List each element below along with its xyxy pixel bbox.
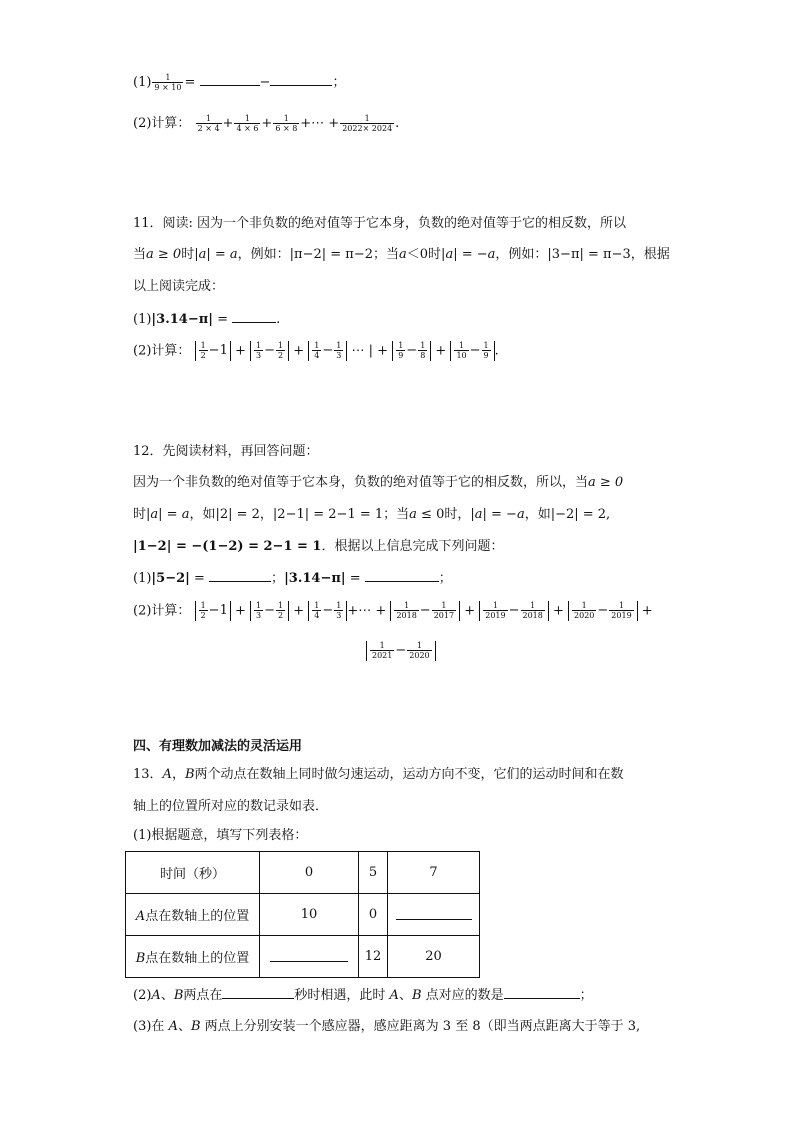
period: . <box>494 343 499 359</box>
math: B <box>173 988 184 1003</box>
abs-expr: $\frac{1}{2020}$ − $\frac{1}{2019}$ <box>568 601 638 621</box>
fraction <box>407 641 431 660</box>
fraction <box>312 601 321 620</box>
abs-expr: $\frac{1}{4}$ − $\frac{1}{3}$ <box>308 601 347 621</box>
text: ＜0时| <box>406 247 446 262</box>
abs-expr: $\frac{1}{10}$ − $\frac{1}{9}$ <box>450 341 494 361</box>
q12-line2 <box>133 473 623 493</box>
math: a <box>229 247 238 262</box>
text: 两点在 <box>183 988 223 1003</box>
text: 点在数轴上的位置 <box>145 909 250 924</box>
q11-part1 <box>133 309 280 330</box>
denominator: 2 <box>200 351 206 360</box>
period: . <box>276 312 281 327</box>
fraction <box>454 341 468 360</box>
denominator: 2020 <box>574 611 595 620</box>
plus-sign: + <box>222 116 234 131</box>
text: ≤ 0时，| <box>416 507 475 522</box>
answer-blank[interactable] <box>396 906 472 920</box>
q10-part1 <box>133 72 345 93</box>
ellipsis: +⋯ + <box>300 116 340 131</box>
math: a <box>487 247 496 262</box>
denominator: 4 × 6 <box>236 124 259 133</box>
numerator: 1 <box>278 601 284 610</box>
table-cell: 0 <box>359 894 388 936</box>
number: 1 <box>219 343 228 358</box>
denominator: 3 <box>336 611 342 620</box>
math: a <box>198 247 207 262</box>
abs-expr: $\frac{1}{3}$ − $\frac{1}{2}$ <box>250 601 289 621</box>
math: A <box>135 909 146 924</box>
plus-sign: + <box>641 603 653 619</box>
numerator: 1 <box>200 601 206 610</box>
table-header-cell: 时间（秒） <box>126 852 260 894</box>
math: B <box>184 767 195 782</box>
q10-p2-label: (2)计算： <box>133 116 191 131</box>
fraction <box>334 341 343 360</box>
numerator: 1 <box>336 601 342 610</box>
numerator: 1 <box>416 641 422 650</box>
q11-line2 <box>133 245 670 265</box>
fraction <box>396 341 405 360</box>
text: 13． <box>133 767 163 782</box>
q12-line4 <box>133 537 504 557</box>
numerator: 1 <box>256 341 262 350</box>
fraction <box>394 601 418 620</box>
text: 因为一个非负数的绝对值等于它本身，负数的绝对值等于它的相反数，所以，当 <box>133 475 589 490</box>
denominator: 2 <box>200 611 206 620</box>
answer-blank[interactable] <box>270 948 348 962</box>
answer-blank[interactable] <box>200 72 260 86</box>
text: (2)计算： <box>133 343 191 359</box>
numerator: 1 <box>165 73 171 82</box>
table-row <box>126 936 480 978</box>
numerator: 1 <box>581 601 587 610</box>
semicolon: ； <box>332 75 346 90</box>
q10-p1-label: (1) <box>133 75 152 90</box>
text: (1) <box>133 571 152 586</box>
denominator: 2017 <box>433 611 455 620</box>
table-header-cell: 5 <box>359 852 388 894</box>
text: 秒时相遇，此时 <box>294 988 390 1003</box>
fraction <box>609 601 633 620</box>
math: |1−2| = −(1−2) = 2−1 = 1 <box>133 539 322 554</box>
abs-expr: $\frac{1}{3}$ − $\frac{1}{2}$ <box>250 341 289 361</box>
numerator: 1 <box>336 341 342 350</box>
text: | = <box>206 247 230 262</box>
answer-blank[interactable] <box>222 985 294 999</box>
fraction <box>276 341 285 360</box>
table-header-cell: 0 <box>260 852 359 894</box>
q12-part2: (2)计算： $\frac{1}{2}$ −1 + $\frac{1}{3}$ − $\frac{1}{2}$ + $\frac{1}{4}$ − $\frac{1}{3}$ +⋯ + $\frac{1}{2018}$ − $\frac{1}{2017}$ + $\frac{1}{2019}$ − $\frac{1}{2018}$ + $\frac{1}{2020}$ − $\frac{1}{2019}$ + <box>133 601 653 620</box>
q13-line2: 轴上的位置所对应的数记录如表． <box>133 799 329 814</box>
denominator: 8 <box>420 351 426 360</box>
q13-line1 <box>133 765 624 785</box>
denominator: 2022× 2024 <box>342 124 393 133</box>
denominator: 2 <box>278 351 284 360</box>
denominator: 2020 <box>409 651 430 660</box>
math: a <box>181 507 190 522</box>
table-cell: 20 <box>388 936 480 978</box>
semicolon: ； <box>579 988 593 1003</box>
data-table <box>125 851 480 978</box>
denominator: 6 × 8 <box>275 124 298 133</box>
fraction <box>340 114 394 133</box>
fraction <box>418 341 427 360</box>
numerator: 1 <box>379 641 385 650</box>
answer-blank[interactable] <box>504 985 580 999</box>
ellipsis: +⋯ + <box>347 603 387 619</box>
numerator: 1 <box>256 601 262 610</box>
text: 点在数轴上的位置 <box>145 951 250 966</box>
numerator: 1 <box>618 601 625 610</box>
numerator: 1 <box>314 601 320 610</box>
fraction <box>196 114 222 133</box>
denominator: 4 <box>314 351 320 360</box>
denominator: 2 × 4 <box>197 124 220 133</box>
numerator: 1 <box>244 114 250 123</box>
denominator: 2018 <box>522 611 543 620</box>
text: (2) <box>133 988 152 1003</box>
abs-expr: $\frac{1}{4}$ − $\frac{1}{3}$ <box>308 341 347 361</box>
abs-expr: $\frac{1}{2018}$ − $\frac{1}{2017}$ <box>390 601 460 621</box>
math: A <box>389 988 399 1003</box>
text: 、 <box>160 988 174 1003</box>
numerator: 1 <box>278 341 284 350</box>
denominator: 2018 <box>396 611 417 620</box>
text: | = <box>158 507 182 522</box>
fraction <box>432 601 456 620</box>
denominator: 9 <box>398 351 404 360</box>
fraction <box>254 341 263 360</box>
fraction <box>482 341 491 360</box>
math: A <box>151 988 161 1003</box>
math: a <box>516 507 525 522</box>
q12-part1 <box>133 568 452 589</box>
answer-blank[interactable] <box>232 309 276 323</box>
table-cell <box>388 894 480 936</box>
math: |3.14−π| <box>284 571 346 586</box>
fraction <box>234 114 260 133</box>
text: | = − <box>453 247 488 262</box>
text: 两点上分别安装一个感应器，感应距离为 3 至 8（即当两点距离大于等于 3, <box>200 1019 641 1034</box>
fraction <box>521 601 545 620</box>
abs-expr: $\frac{1}{2021}$ − $\frac{1}{2020}$ <box>366 641 436 661</box>
text: ， <box>171 767 185 782</box>
plus-sign: + <box>261 116 273 131</box>
fraction <box>334 601 343 620</box>
math: a <box>409 507 417 522</box>
fraction <box>370 641 394 660</box>
minus-sign: − <box>259 75 271 90</box>
numerator: 1 <box>314 341 320 350</box>
abs-expr: $\frac{1}{9}$ − $\frac{1}{8}$ <box>392 341 431 361</box>
q11-line3: 以上阅读完成： <box>133 279 225 294</box>
q13-part2 <box>133 985 593 1006</box>
table-cell: 12 <box>359 936 388 978</box>
numerator: 1 <box>492 601 498 610</box>
ellipsis: ⋯ <box>351 343 365 359</box>
numerator: 1 <box>206 114 212 123</box>
text: ，例如：|π−2| = π−2；当 <box>237 247 400 262</box>
q12-part2-cont <box>366 641 436 662</box>
q12-line3 <box>133 505 610 525</box>
answer-blank[interactable] <box>209 568 271 582</box>
text: ，如|2| = 2，|2−1| = 2−1 = 1；当 <box>189 507 410 522</box>
denominator: 3 <box>256 611 262 620</box>
text: (3)在 <box>133 1019 169 1034</box>
abs-expr: $\frac{1}{2019}$ − $\frac{1}{2018}$ <box>479 601 549 621</box>
table-row <box>126 852 480 894</box>
denominator: 2 <box>278 611 284 620</box>
denominator: 9 × 10 <box>154 83 182 92</box>
table-row-label <box>126 894 260 936</box>
math: a <box>445 247 454 262</box>
text: 、 <box>398 988 412 1003</box>
equals: = <box>184 75 196 90</box>
semicolon: ； <box>438 571 452 586</box>
denominator: 3 <box>256 351 262 360</box>
math: a <box>474 507 483 522</box>
denominator: 2021 <box>372 651 393 660</box>
math: a <box>150 507 159 522</box>
table-header-cell: 7 <box>388 852 480 894</box>
text: 时| <box>133 507 151 522</box>
table-row-label <box>126 936 260 978</box>
math: |5−2| <box>151 571 190 586</box>
period: . <box>395 116 400 131</box>
text: ．根据以上信息完成下列问题： <box>321 539 504 554</box>
text: = <box>212 312 233 327</box>
q13-line3: (1)根据题意，填写下列表格： <box>133 828 308 843</box>
math: |3.14−π| <box>151 312 213 327</box>
denominator: 2019 <box>611 611 632 620</box>
denominator: 10 <box>456 351 467 360</box>
math: B <box>135 951 146 966</box>
fraction <box>572 601 596 620</box>
numerator: 1 <box>420 341 426 350</box>
abs-expr: $\frac{1}{2}$ −1 <box>195 341 231 361</box>
fraction <box>273 114 299 133</box>
denominator: 2019 <box>485 611 506 620</box>
numerator: 1 <box>283 114 289 123</box>
abs-expr: $\frac{1}{2}$ −1 <box>195 601 231 621</box>
text: = <box>345 571 365 586</box>
numerator: 1 <box>483 341 489 350</box>
fraction <box>312 341 321 360</box>
text: 两个动点在数轴上同时做匀速运动，运动方向不变，它们的运动时间和在数 <box>194 767 624 782</box>
math: B <box>190 1019 201 1034</box>
q11-line1: 11．阅读: 因为一个非负数的绝对值等于它本身，负数的绝对值等于它的相反数，所以 <box>133 216 627 231</box>
text: 点对应的数是 <box>421 988 504 1003</box>
denominator: 9 <box>483 351 489 360</box>
fraction <box>152 73 183 92</box>
q12-line1: 12．先阅读材料，再回答问题： <box>133 444 319 459</box>
math: A <box>168 1019 178 1034</box>
numerator: 1 <box>404 601 410 610</box>
text: 当 <box>133 247 147 262</box>
math: a ≥ 0 <box>146 247 182 262</box>
denominator: 3 <box>336 351 342 360</box>
numerator: 1 <box>200 341 206 350</box>
text: ，例如：|3−π| = π−3，根据 <box>495 247 670 262</box>
text: ，如|−2| = 2, <box>524 507 611 522</box>
numerator: 1 <box>441 601 447 610</box>
table-row <box>126 894 480 936</box>
text: (1) <box>133 312 152 327</box>
numerator: 1 <box>530 601 536 610</box>
fraction <box>199 601 208 620</box>
q11-part2: (2)计算： $\frac{1}{2}$ −1 + $\frac{1}{3}$ − $\frac{1}{2}$ + $\frac{1}{4}$ − $\frac{1}{3}$ ⋯ | + $\frac{1}{9}$ − $\frac{1}{8}$ + $\frac{1}{10}$ − $\frac{1}{9}$ . <box>133 341 499 360</box>
numerator: 1 <box>459 341 465 350</box>
math: A <box>162 767 172 782</box>
table-cell <box>260 936 359 978</box>
fraction <box>199 341 208 360</box>
text: | = − <box>482 507 517 522</box>
text: 、 <box>177 1019 191 1034</box>
fraction <box>483 601 507 620</box>
text: = <box>189 571 210 586</box>
text: 时| <box>181 247 199 262</box>
fraction <box>276 601 285 620</box>
fraction <box>254 601 263 620</box>
answer-blank[interactable] <box>270 72 332 86</box>
answer-blank[interactable] <box>365 568 439 582</box>
math: B <box>411 988 422 1003</box>
section-heading: 四、有理数加减法的灵活运用 <box>133 739 303 754</box>
numerator: 1 <box>364 114 370 123</box>
math: a ≥ 0 <box>588 475 624 490</box>
semicolon: ； <box>271 571 285 586</box>
q13-part3 <box>133 1017 640 1037</box>
text: (2)计算： <box>133 603 191 619</box>
number: 1 <box>219 603 228 618</box>
table-cell: 10 <box>260 894 359 936</box>
math: a <box>399 247 407 262</box>
denominator: 4 <box>314 611 320 620</box>
numerator: 1 <box>398 341 404 350</box>
q10-part2 <box>133 114 399 134</box>
